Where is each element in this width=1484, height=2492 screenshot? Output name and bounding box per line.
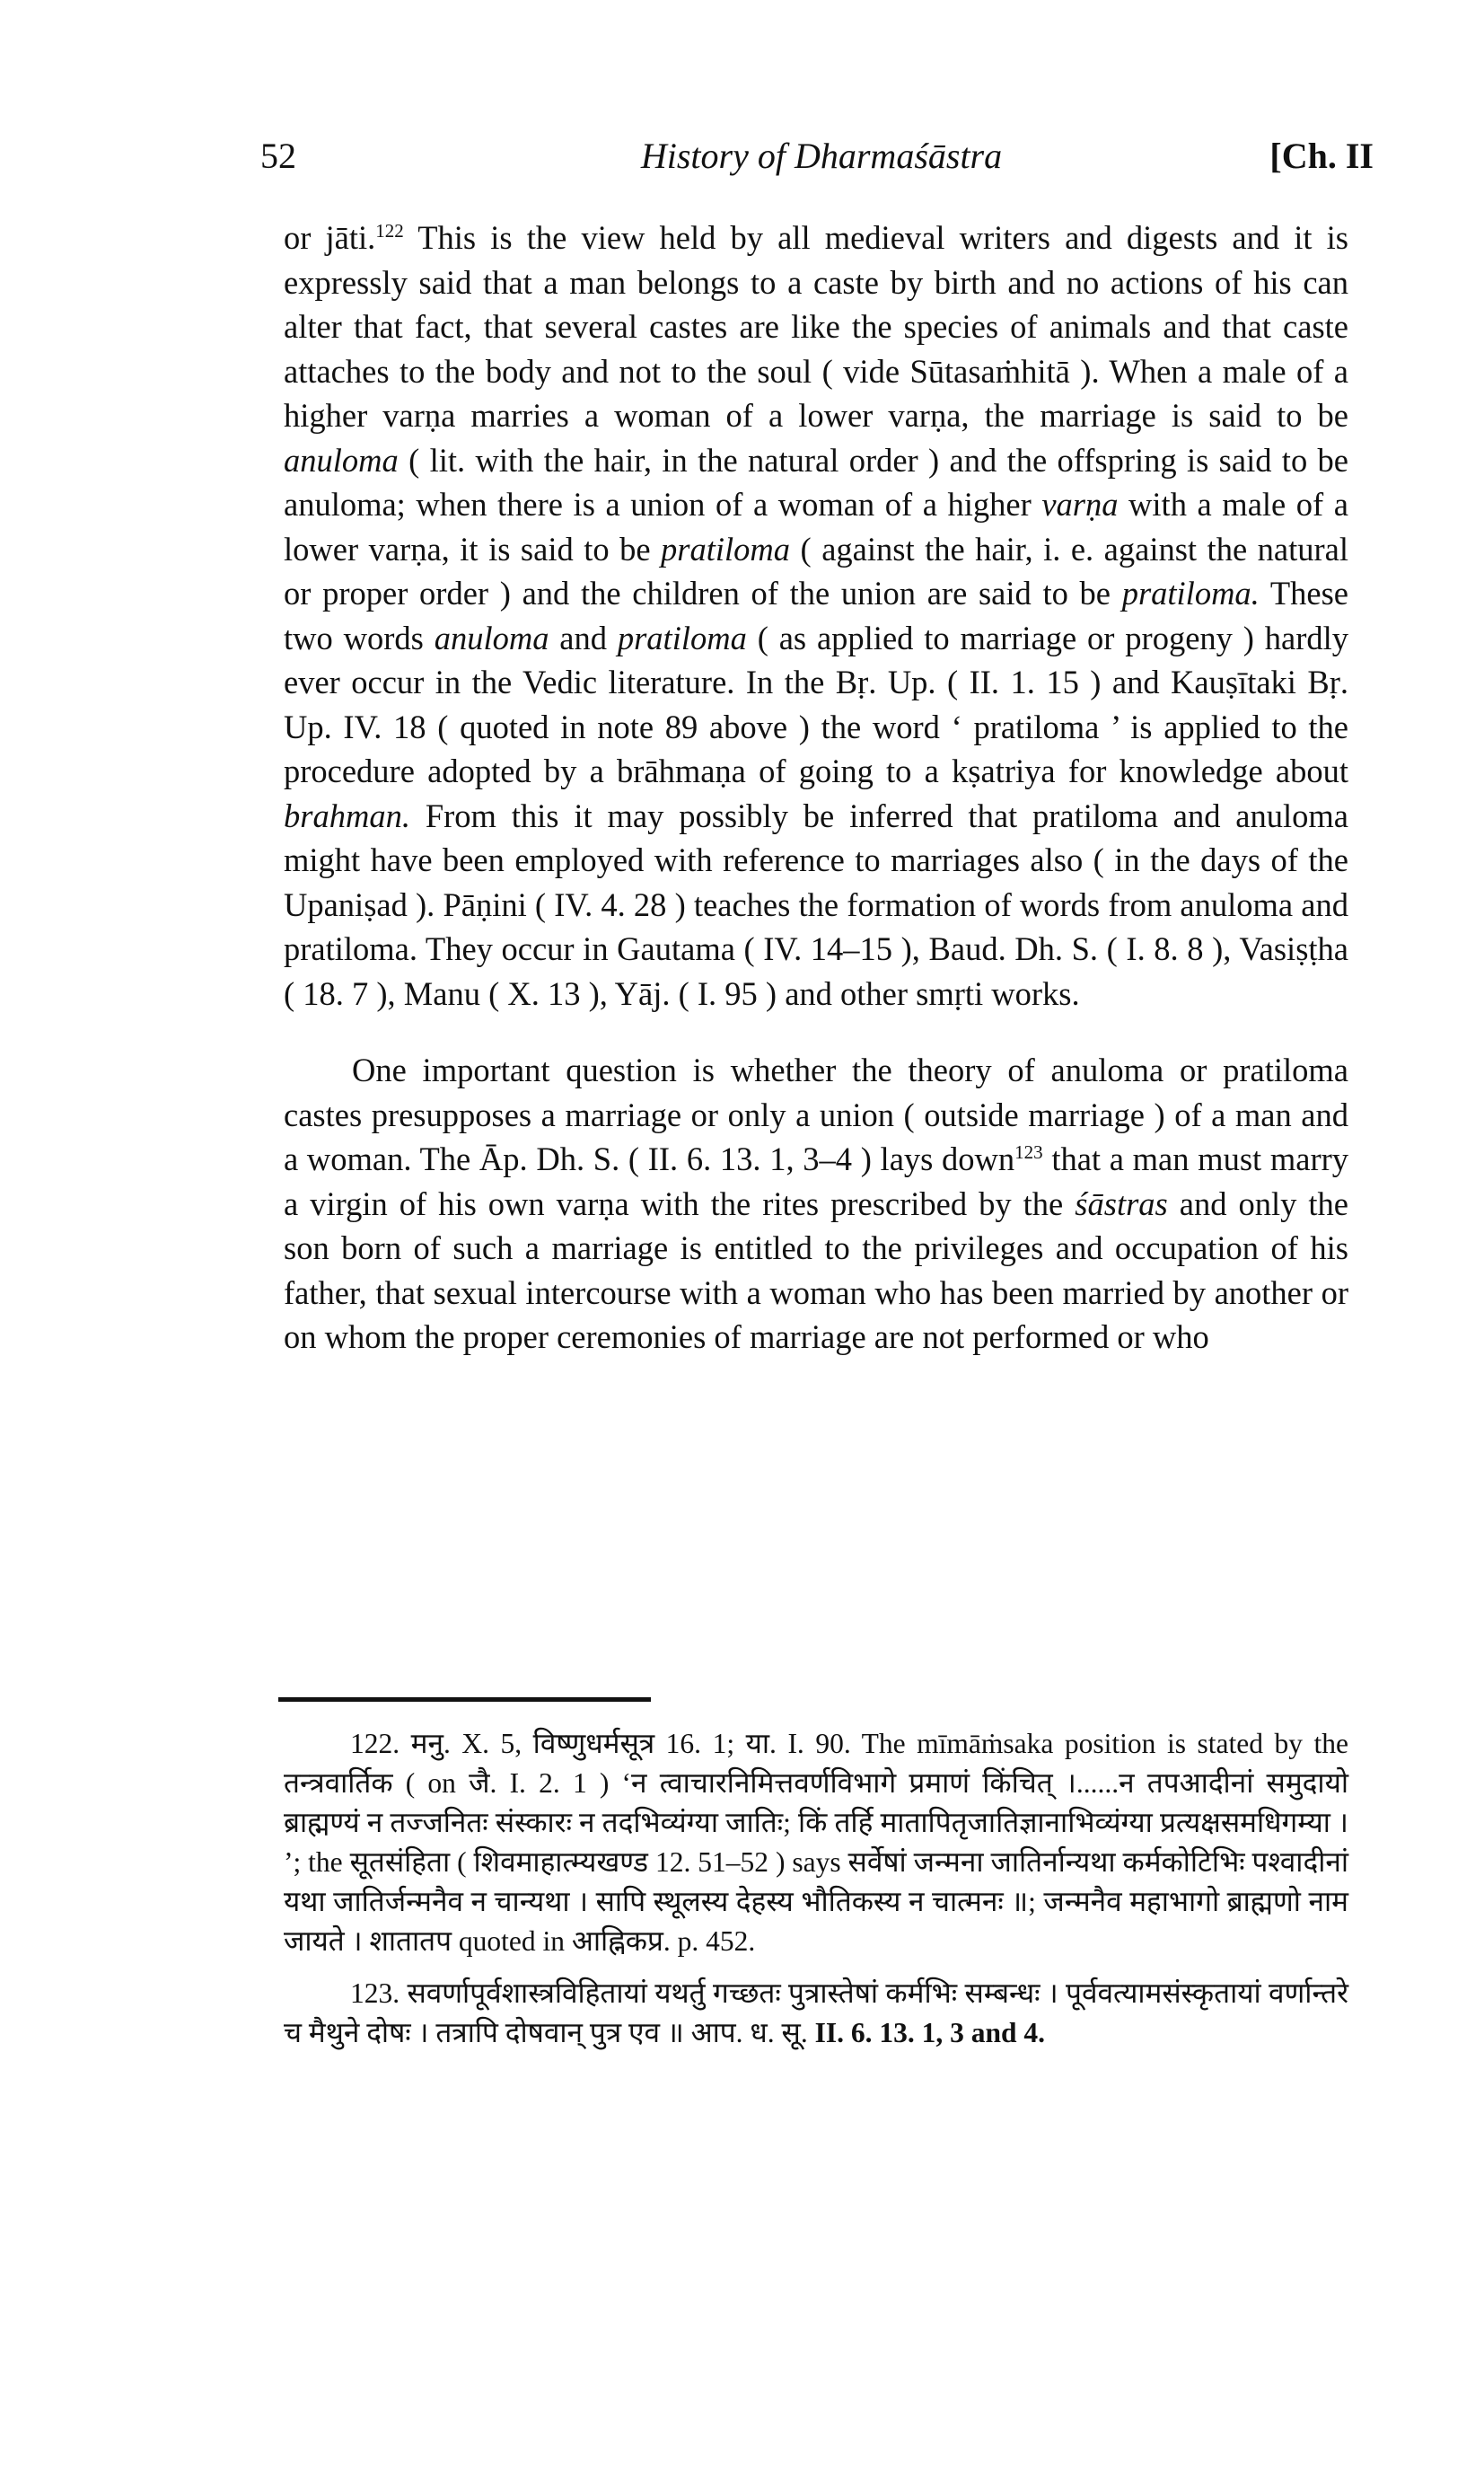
text-run: with a male of a lower varṇa, it is said to be [284, 486, 1348, 568]
italic-term: śāstras [1075, 1184, 1168, 1222]
text-run: and [549, 619, 618, 656]
italic-term: brahman. [284, 797, 410, 834]
footnote-ref-123: 123 [1014, 1140, 1043, 1163]
footnote-ref-122: 122 [375, 219, 404, 242]
text-run: that a man must marry a virgin of his own varṇa with the rites prescribed by the [284, 1140, 1349, 1222]
footnote-122 [284, 1724, 1348, 1961]
text-run: ( शिवमाहात्म्यखण्ड 12. 51–52 ) says सर्वेषां जन्मना जातिर्नान्यथा कर्मकोटिभिः पश्वादीनां यथा जातिर्जन्मनैव न चान्यथा । सापि स्थूलस्य देहस्य भौतिकस्य न चात्मनः ॥; जन्मनैव महाभागो ब्राह्मणो नाम जायते । शातातप quoted in आह्निकप्र. p. 452. [284, 1846, 1348, 1957]
text-run: ( against the hair, i. e. against the natural or proper order ) and the children of the union are said to be [284, 530, 1348, 612]
italic-term: varṇa [1041, 486, 1119, 523]
text-run: This is the view held by all medieval writers and digests and it is expressly said that a man belongs to a caste by birth and no actions of his can alter that fact, that several castes are like the species of animals and that caste attaches to the body and not to the soul ( vide Sūtasaṁhitā ). When a male of a higher varṇa marries a woman of a lower varṇa, the marriage is said to be [284, 219, 1348, 434]
text-run: 123. सवर्णापूर्वशास्त्रविहितायां यथर्तु गच्छतः पुत्रास्तेषां कर्मभिः सम्बन्धः । पूर्ववत्यामसंस्कृतायां वर्णान्तरे च मैथुने दोषः । तत्रापि दोषवान् पुत्र एव ॥ आप. ध. सू. [284, 1977, 1348, 2048]
running-head [260, 135, 1374, 189]
text-run: सूतसंहिता [349, 1846, 451, 1878]
text-run: One important question is whether the theory of anuloma or pratiloma castes presupposes a marriage or only a union ( outside marriage ) of a man and a woman. The Āp. Dh. S. ( II. 6. 13. 1, 3–4 ) lays down [284, 1052, 1348, 1177]
italic-term: pratiloma. [1121, 575, 1260, 612]
text-run: ( as applied to marriage or progeny ) hardly ever occur in the Vedic literature. In the Bṛ. Up. ( II. 1. 15 ) and Kauṣītaki Bṛ. Up. IV. 18 ( quoted in note 89 above ) the word ‘ pratiloma ’ is applied to the procedure adopted by a brāhmaṇa of going to a kṣatriya for knowledge about [284, 619, 1348, 789]
text-run: or jāti. [284, 219, 376, 256]
footnotes [284, 1724, 1348, 2053]
page-number: 52 [260, 136, 296, 176]
footnote-123 [284, 1974, 1348, 2053]
text-run: 122. मनु. X. 5, विष्णुधर्मसूत्र 16. 1; या. I. 90. The mīmāṁsaka position is stated by the तन्त्रवार्तिक ( on जै. I. 2. 1 ) ‘न त्वाचारनिमित्तवर्णविभागे प्रमाणं किंचित् ।......न तपआदीनां समुदायो ब्राह्मण्यं न तज्जनितः संस्कारः न तदभिव्यंग्या जातिः; किं तर्हि मातापितृजातिज्ञानाभिव्यंग्या प्रत्यक्षसमधिगम्या । ’; the [284, 1728, 1348, 1878]
chapter-marker: [Ch. II [1269, 136, 1374, 176]
text-run: and only the son born of such a marriage is entitled to the privileges and occupation of his father, that sexual intercourse with a woman who has been married by another or on whom the proper ceremonies of marriage are not performed or who [284, 1184, 1348, 1355]
running-title: History of Dharmaśāstra [640, 136, 1003, 176]
footnote-divider [278, 1697, 651, 1702]
bold-reference: II. 6. 13. 1, 3 and 4. [814, 2017, 1046, 2048]
text-run: ( lit. with the hair, in the natural order ) and the offspring is said to be anuloma; when there is a union of a woman of a higher [284, 441, 1348, 523]
paragraph-2 [284, 1048, 1348, 1360]
main-text [284, 216, 1348, 1360]
paragraph-1 [284, 216, 1348, 1016]
italic-term: pratiloma [661, 530, 791, 568]
text-run: These two words [284, 575, 1348, 656]
text-run: From this it may possibly be inferred that pratiloma and anuloma might have been employed with reference to marriages also ( in the days of the Upaniṣad ). Pāṇini ( IV. 4. 28 ) teaches the formation of words from anuloma and pratiloma. They occur in Gautama ( IV. 14–15 ), Baud. Dh. S. ( I. 8. 8 ), Vasiṣṭha ( 18. 7 ), Manu ( X. 13 ), Yāj. ( I. 95 ) and other smṛti works. [284, 797, 1348, 1012]
italic-term: anuloma [284, 441, 399, 479]
italic-term: pratiloma [617, 619, 747, 656]
italic-term: anuloma [434, 619, 549, 656]
